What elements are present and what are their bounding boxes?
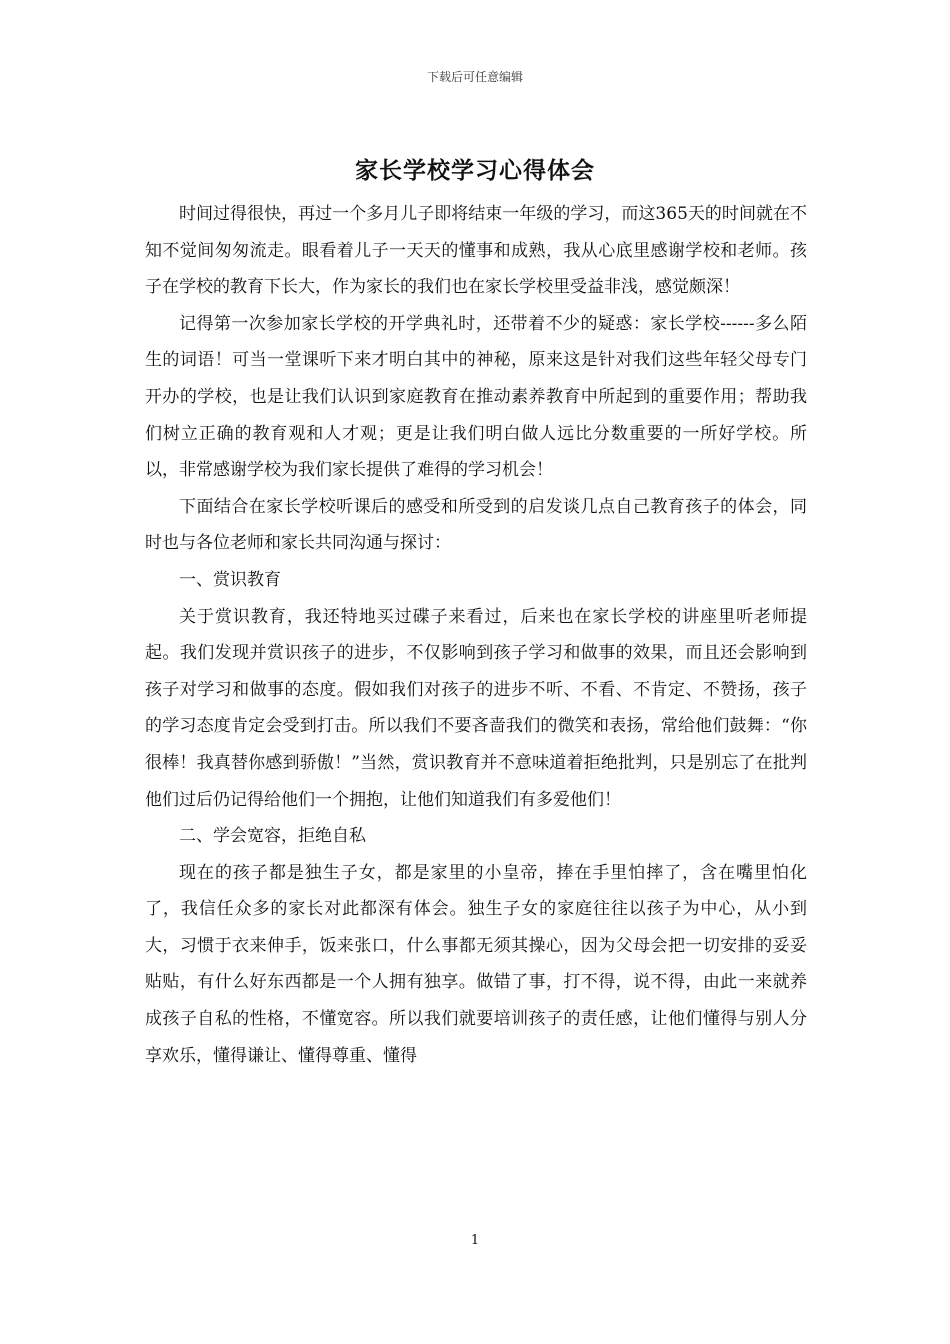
paragraph-appreciation: 关于赏识教育，我还特地买过碟子来看过，后来也在家长学校的讲座里听老师提起。我们发现并赏识孩子的进步，不仅影响到孩子学习和做事的效果，而且还会影响到孩子对学习和做事的态度。假如我们对孩子的进步不听、不看、不肯定、不赞扬，孩子的学习态度肯定会受到打击。所以我们不要吝啬我们的微笑和表扬，常给他们鼓舞：“你很棒！我真替你感到骄傲！”当然，赏识教育并不意味道着拒绝批判，只是别忘了在批判他们过后仍记得给他们一个拥抱，让他们知道我们有多爱他们！ bbox=[145, 606, 807, 810]
page-header-note: 下载后可任意编辑 bbox=[426, 70, 523, 84]
paragraph-transition: 下面结合在家长学校听课后的感受和所受到的启发谈几点自己教育孩子的体会，同时也与各位老师和家长共同沟通与探讨： bbox=[145, 496, 807, 554]
page-number: 1 bbox=[470, 1233, 480, 1248]
paragraph-first-meeting: 记得第一次参加家长学校的开学典礼时，还带着不少的疑惑：家长学校------多么陌生的词语！可当一堂课听下来才明白其中的神秘，原来这是针对我们这些年轻父母专门开办的学校，也是让我们认识到家庭教育在推动素养教育中所起到的重要作用；帮助我们树立正确的教育观和人才观；更是让我们明白做人远比分数重要的一所好学校。所以，非常感谢学校为我们家长提供了难得的学习机会！ bbox=[145, 313, 807, 481]
paragraph-tolerance: 现在的孩子都是独生子女，都是家里的小皇帝，捧在手里怕摔了，含在嘴里怕化了，我信任众多的家长对此都深有体会。独生子女的家庭往往以孩子为中心，从小到大，习惯于衣来伸手，饭来张口，什么事都无须其操心，因为父母会把一切安排的妥妥贴贴，有什么好东西都是一个人拥有独享。做错了事，打不得，说不得，由此一来就养成孩子自私的性格，不懂宽容。所以我们就要培训孩子的责任感，让他们懂得与别人分享欢乐，懂得谦让、懂得尊重、懂得 bbox=[145, 862, 807, 1066]
section-heading-1: 一、赏识教育 bbox=[179, 569, 281, 590]
paragraph-intro: 时间过得很快，再过一个多月儿子即将结束一年级的学习，而这365天的时间就在不知不觉间匆匆流走。眼看着儿子一天天的懂事和成熟，我从心底里感谢学校和老师。孩子在学校的教育下长大，作为家长的我们也在家长学校里受益非浅，感觉颇深！ bbox=[145, 204, 807, 298]
section-heading-2: 二、学会宽容，拒绝自私 bbox=[179, 826, 366, 847]
document-body bbox=[145, 196, 807, 1074]
document-title: 家长学校学习心得体会 bbox=[355, 157, 595, 184]
